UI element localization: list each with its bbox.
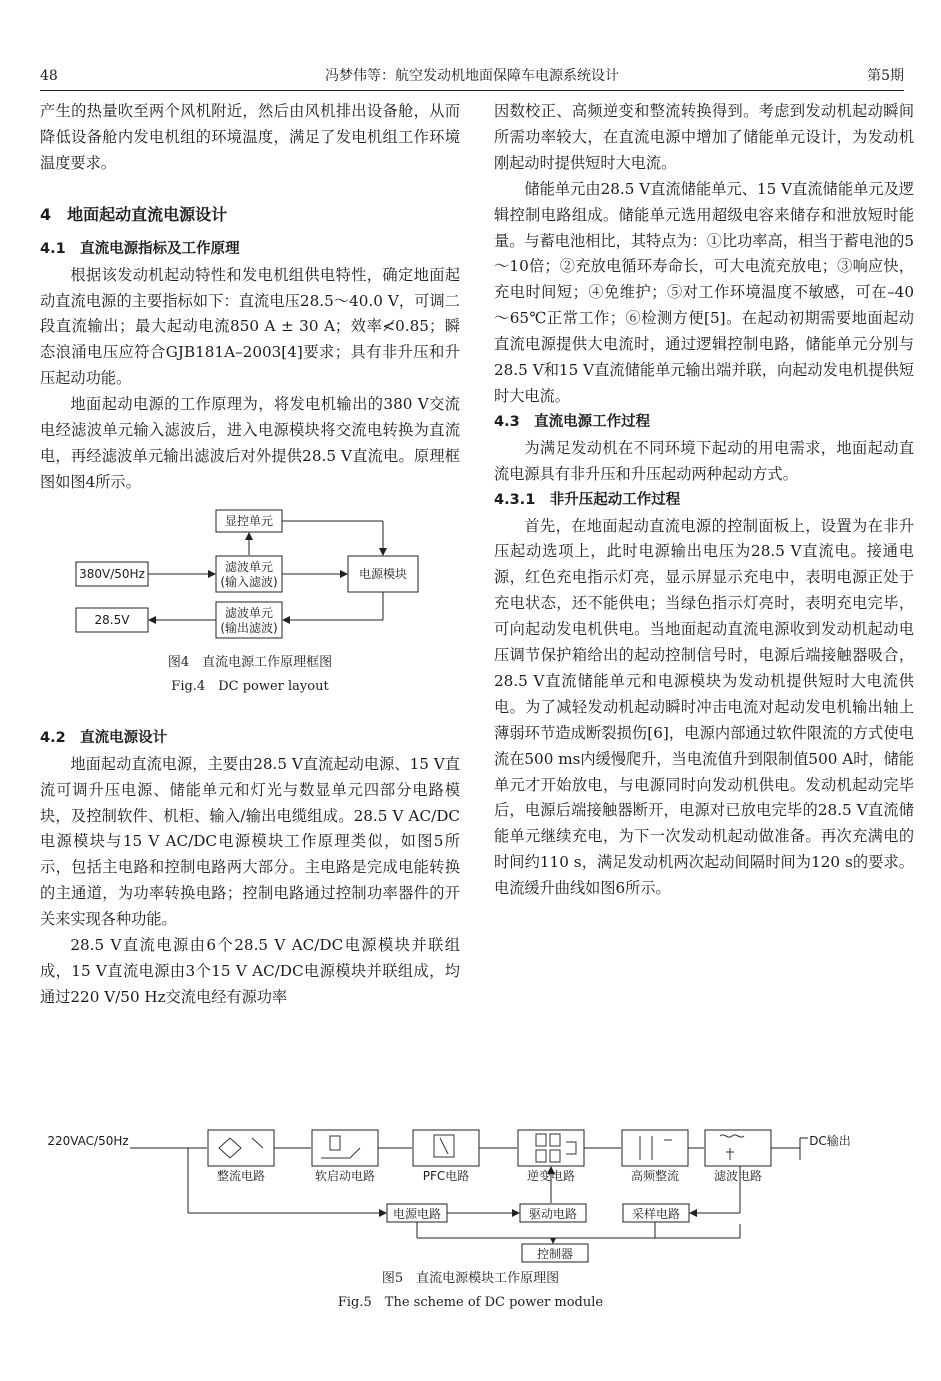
power-circuit-label: 电源电路 [392, 1207, 442, 1221]
figure-4-diagram [40, 506, 460, 666]
output-filter-label-2: (输出滤波) [220, 620, 278, 635]
paragraph-specs: 根据该发动机起动特性和发电机组供电特性，确定地面起动直流电源的主要指标如下：直流电压28.5～40.0 V，可调二段直流输出；最大起动电流850 A ± 30 A；效率≮0.85；瞬态浪涌电压应符合GJB181A–2003[4]要求；具有非升压和升压起动功能。 [40, 265, 460, 388]
drive-circuit-label: 驱动电路 [528, 1207, 578, 1221]
figure-4 [40, 506, 460, 714]
sampling-circuit-label: 采样电路 [631, 1207, 681, 1221]
display-control-label: 显控单元 [224, 513, 274, 528]
output-label: 28.5V [94, 612, 130, 627]
page-header [40, 64, 904, 88]
paragraph-composition: 28.5 V直流电源由6个28.5 V AC/DC电源模块并联组成，15 V直流电源由3个15 V AC/DC电源模块并联组成，均通过220 V/50 Hz交流电经有源功率 [40, 936, 460, 1006]
figure-5-caption-en: Fig.5 The scheme of DC power module [337, 1295, 604, 1310]
dc-output-label: DC输出 [809, 1134, 851, 1148]
paragraph-continued: 产生的热量吹至两个风机附近，然后由风机排出设备舱，从而降低设备舱内发电机组的环境温度，满足了发电机组工作环境温度要求。 [40, 102, 460, 172]
figure-5-caption-cn: 图5 直流电源模块工作原理图 [381, 1271, 560, 1286]
paragraph-principle: 地面起动电源的工作原理为，将发电机输出的380 V交流电经滤波单元输入滤波后，进入电源模块将交流电转换为直流电，再经滤波单元输出滤波后对外提供28.5 V直流电。原理框图如图4所示。 [40, 395, 460, 491]
inverter-label: 逆变电路 [526, 1169, 576, 1183]
left-column [40, 99, 460, 1011]
paragraph-process: 为满足发动机在不同环境下起动的用电需求，地面起动直流电源具有非升压和升压起动两种起动方式。 [494, 438, 914, 483]
figure-5-diagram [40, 1120, 901, 1250]
hf-rectifier-label: 高频整流 [630, 1169, 680, 1183]
paragraph-non-boost: 首先，在地面起动直流电源的控制面板上，设置为在非升压起动选项上，此时电源输出电压为28.5 V直流电。接通电源，红色充电指示灯亮，显示屏显示充电中，表明电源正处于充电状态，还不能供电；当绿色指示灯亮时，表明充电完毕，可向起动发电机供电。当地面起动直流电源收到发动机起动电压调节保护箱给出的起动控制信号时，电源后端接触器吸合，28.5 V直流储能单元和电源模块为发动机提供短时大电流供电。为了减轻发动机起动瞬时冲击电流对起动发电机输出轴上薄弱环节造成断裂损伤[6]，电源内部通过软件限流的方式使电流在500 ms内缓慢爬升，当电流值升到限制值500 A时，储能单元才开始放电，与电源同时向发动机供电。发动机起动完毕后，电源后端接触器断开，电源对已放电完毕的28.5 V直流储能单元继续充电，为下一次发动机起动做准备。再次充满电的时间约110 s，满足发动机两次起动间隔时间为120 s的要求。电流缓升曲线如图6所示。 [494, 516, 914, 898]
output-filter-label-1: 滤波单元 [224, 605, 274, 620]
paragraph-continued-right: 因数校正、高频逆变和整流转换得到。考虑到发动机起动瞬间所需功率较大，在直流电源中增加了储能单元设计，为发动机刚起动时提供短时大电流。 [494, 102, 914, 172]
issue-number: 第5期 [867, 68, 904, 84]
figure-5 [40, 1120, 901, 1310]
subsection-heading-4-2: 4.2 直流电源设计 [40, 729, 168, 746]
figure-5-controller [40, 1238, 901, 1268]
pfc-label: PFC电路 [422, 1169, 470, 1183]
hf-rectifier-block [622, 1130, 688, 1166]
inverter-block [518, 1130, 584, 1166]
subsection-heading-4-3-1: 4.3.1 非升压起动工作过程 [494, 491, 681, 508]
input-filter-label-2: (输入滤波) [220, 574, 278, 589]
soft-start-block [312, 1130, 378, 1166]
soft-start-label: 软启动电路 [314, 1169, 376, 1183]
paragraph-design: 地面起动直流电源，主要由28.5 V直流起动电源、15 V直流可调升压电源、储能单元和灯光与数显单元四部分电路模块，及控制软件、机柜、输入/输出电缆组成。28.5 V AC/DC电源模块与15 V AC/DC电源模块工作原理类似，如图5所示，包括主电路和控制电路两大部分。主电路是完成电能转换的主通道，为功率转换电路；控制电路通过控制功率器件的开关来实现各种功能。 [40, 754, 460, 929]
running-title: 冯梦伟等：航空发动机地面保障车电源系统设计 [325, 68, 619, 84]
filter-block [705, 1130, 771, 1166]
power-module-label: 电源模块 [358, 566, 408, 581]
filter-label: 滤波电路 [713, 1169, 763, 1183]
paragraph-storage: 储能单元由28.5 V直流储能单元、15 V直流储能单元及逻辑控制电路组成。储能单元选用超级电容来储存和泄放短时能量。与蓄电池相比，其特点为：①比功率高，相当于蓄电池的5～10倍；②充放电循环寿命长，可大电流充放电；③响应快，充电时间短；④免维护；⑤对工作环境温度不敏感，可在–40～65℃正常工作；⑥检测方便[5]。在起动初期需要地面起动直流电源提供大电流时，通过逻辑控制电路，储能单元分别与28.5 V和15 V直流储能单元输出端并联，向起动发电机提供短时大电流。 [494, 179, 914, 405]
subsection-heading-4-1: 4.1 直流电源指标及工作原理 [40, 240, 240, 257]
page-number: 48 [40, 68, 58, 84]
header-rule [40, 90, 904, 91]
right-column [494, 99, 914, 902]
subsection-heading-4-3: 4.3 直流电源工作过程 [494, 413, 651, 430]
section-heading-4: 4 地面起动直流电源设计 [40, 204, 228, 224]
figure-4-caption-en: Fig.4 DC power layout [171, 678, 329, 694]
input-source-label: 380V/50Hz [79, 566, 145, 581]
rectifier-label: 整流电路 [216, 1169, 266, 1183]
controller-label: 控制器 [536, 1247, 574, 1261]
figure-4-caption-cn: 图4 直流电源工作原理框图 [167, 654, 333, 670]
input-filter-label-1: 滤波单元 [224, 559, 274, 574]
ac-input-label: 220VAC/50Hz [47, 1134, 129, 1148]
